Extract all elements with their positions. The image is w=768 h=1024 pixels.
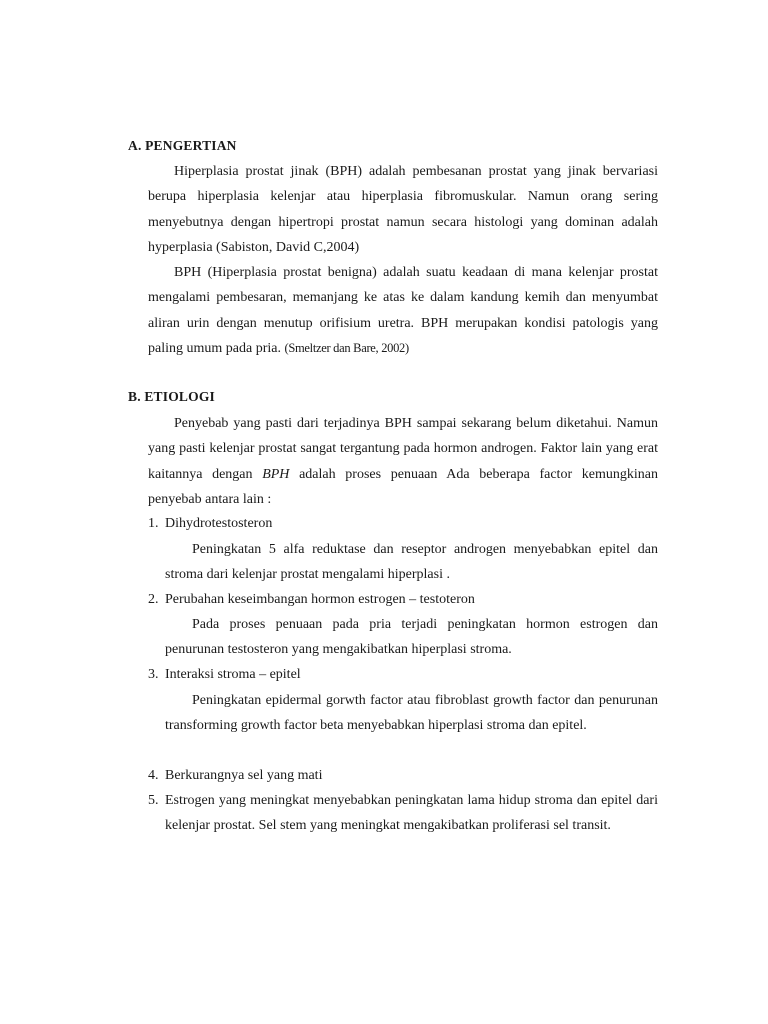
list-number: 5. (148, 793, 159, 808)
citation-smeltzer: (Smeltzer dan Bare, 2002) (284, 340, 409, 355)
list-number: 2. (148, 592, 159, 607)
list-item-title: Interaksi stroma – epitel (165, 667, 301, 682)
list-item-3 (148, 662, 658, 687)
list-item-3-description: Peningkatan epidermal gorwth factor atau fibroblast growth factor dan penurunan transforming growth factor beta menyebabkan hiperplasi stroma dan epitel. (165, 693, 658, 734)
list-item-title: Estrogen yang meningkat menyebabkan peningkatan lama hidup stroma dan epitel dari kelenjar prostat. Sel stem yang meningkat mengakibatkan proliferasi sel transit. (165, 793, 658, 834)
list-item-title: Berkurangnya sel yang mati (165, 768, 323, 783)
list-item-2-description: Pada proses penuaan pada pria terjadi peningkatan hormon estrogen dan penurunan testosteron yang mengakibatkan hiperplasi stroma. (165, 617, 658, 658)
list-item-title: Dihydrotestosteron (165, 516, 273, 531)
paragraph-pengertian-2-text: BPH (Hiperplasia prostat benigna) adalah suatu keadaan di mana kelenjar prostat mengalami pembesaran, memanjang ke atas ke dalam kandung kemih dan menyumbat aliran urin dengan menutup orifisium uretra. BPH merupakan kondisi patologis yang paling umum pada pria. (148, 265, 658, 356)
list-item-title: Perubahan keseimbangan hormon estrogen – testoteron (165, 592, 475, 607)
list-item-5 (148, 788, 658, 839)
list-number: 4. (148, 768, 159, 783)
list-number: 3. (148, 667, 159, 682)
etiologi-intro-italic: BPH (262, 466, 290, 482)
list-number: 1. (148, 516, 159, 531)
list-item-4 (148, 763, 658, 788)
list-item-1-description: Peningkatan 5 alfa reduktase dan reseptor androgen menyebabkan epitel dan stroma dari kelenjar prostat mengalami hiperplasi . (165, 542, 658, 583)
paragraph-etiologi-intro (148, 411, 658, 512)
paragraph-pengertian-2 (148, 260, 658, 361)
paragraph-pengertian-1: Hiperplasia prostat jinak (BPH) adalah pembesanan prostat yang jinak bervariasi berupa hiperplasia kelenjar atau hiperplasia fibromuskular. Namun orang sering menyebutnya dengan hipertropi prostat namun secara histologi yang dominan adalah hyperplasia (Sabiston, David C,2004) (148, 164, 658, 255)
section-heading-etiologi: B. ETIOLOGI (128, 389, 215, 404)
list-item-1 (148, 511, 658, 536)
section-heading-pengertian: A. PENGERTIAN (128, 138, 237, 153)
etiologi-intro-before: Penyebab yang pasti dari terjadinya BPH sampai sekarang belum diketahui. Namun yang pasti kelenjar prostat sangat tergantung pada hormon androgen. Faktor lain yang erat kaitannya dengan (148, 416, 658, 482)
etiologi-intro-after: adalah proses penuaan Ada beberapa factor kemungkinan penyebab antara lain : (148, 466, 658, 507)
list-item-2 (148, 587, 658, 612)
